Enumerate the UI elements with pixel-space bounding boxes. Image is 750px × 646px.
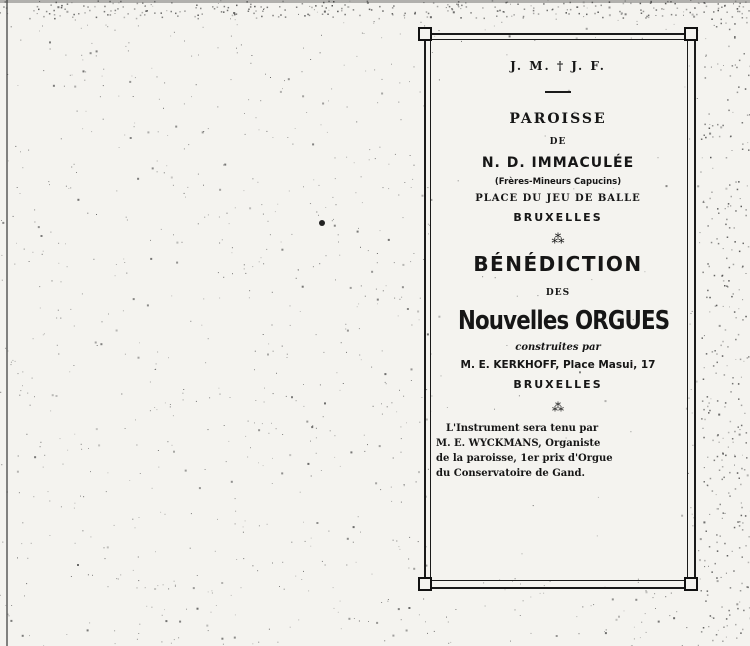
corner-ornament (684, 27, 698, 41)
parish-heading: PAROISSE (509, 111, 607, 127)
city-name: BRUXELLES (513, 211, 603, 224)
corner-ornament (418, 577, 432, 591)
organist-notice (436, 421, 680, 481)
organist-line: de la paroisse, 1er prix d'Orgue (436, 453, 613, 464)
organ-builder: M. E. KERKHOFF, Place Masui, 17 (460, 359, 656, 371)
ornament-star: ⁂ (551, 232, 565, 247)
church-address: PLACE DU JEU DE BALLE (475, 193, 641, 204)
program-cover (436, 55, 680, 481)
organs-title: Nouvelles ORGUES (457, 306, 670, 336)
page-edge-left (6, 0, 8, 646)
ornament-star-2: ⁂ (552, 400, 564, 414)
church-name: N. D. IMMACULÉE (481, 155, 635, 171)
benediction-title: BÉNÉDICTION (473, 252, 643, 276)
built-by-label: construites par (515, 342, 601, 353)
corner-ornament (418, 27, 432, 41)
page-edge-top (0, 0, 750, 3)
religious-order: (Frères-Mineurs Capucins) (494, 177, 622, 187)
builder-city: BRUXELLES (513, 378, 603, 391)
connector-des: DES (545, 288, 571, 298)
connector-de: DE (549, 137, 567, 147)
divider-rule (545, 91, 571, 93)
organist-line: L'Instrument sera tenu par (446, 423, 599, 434)
organist-line: du Conservatoire de Gand. (436, 468, 585, 479)
corner-ornament (684, 577, 698, 591)
organist-line: M. E. WYCKMANS, Organiste (436, 438, 601, 449)
religious-initials: J. M. † J. F. (510, 59, 606, 73)
